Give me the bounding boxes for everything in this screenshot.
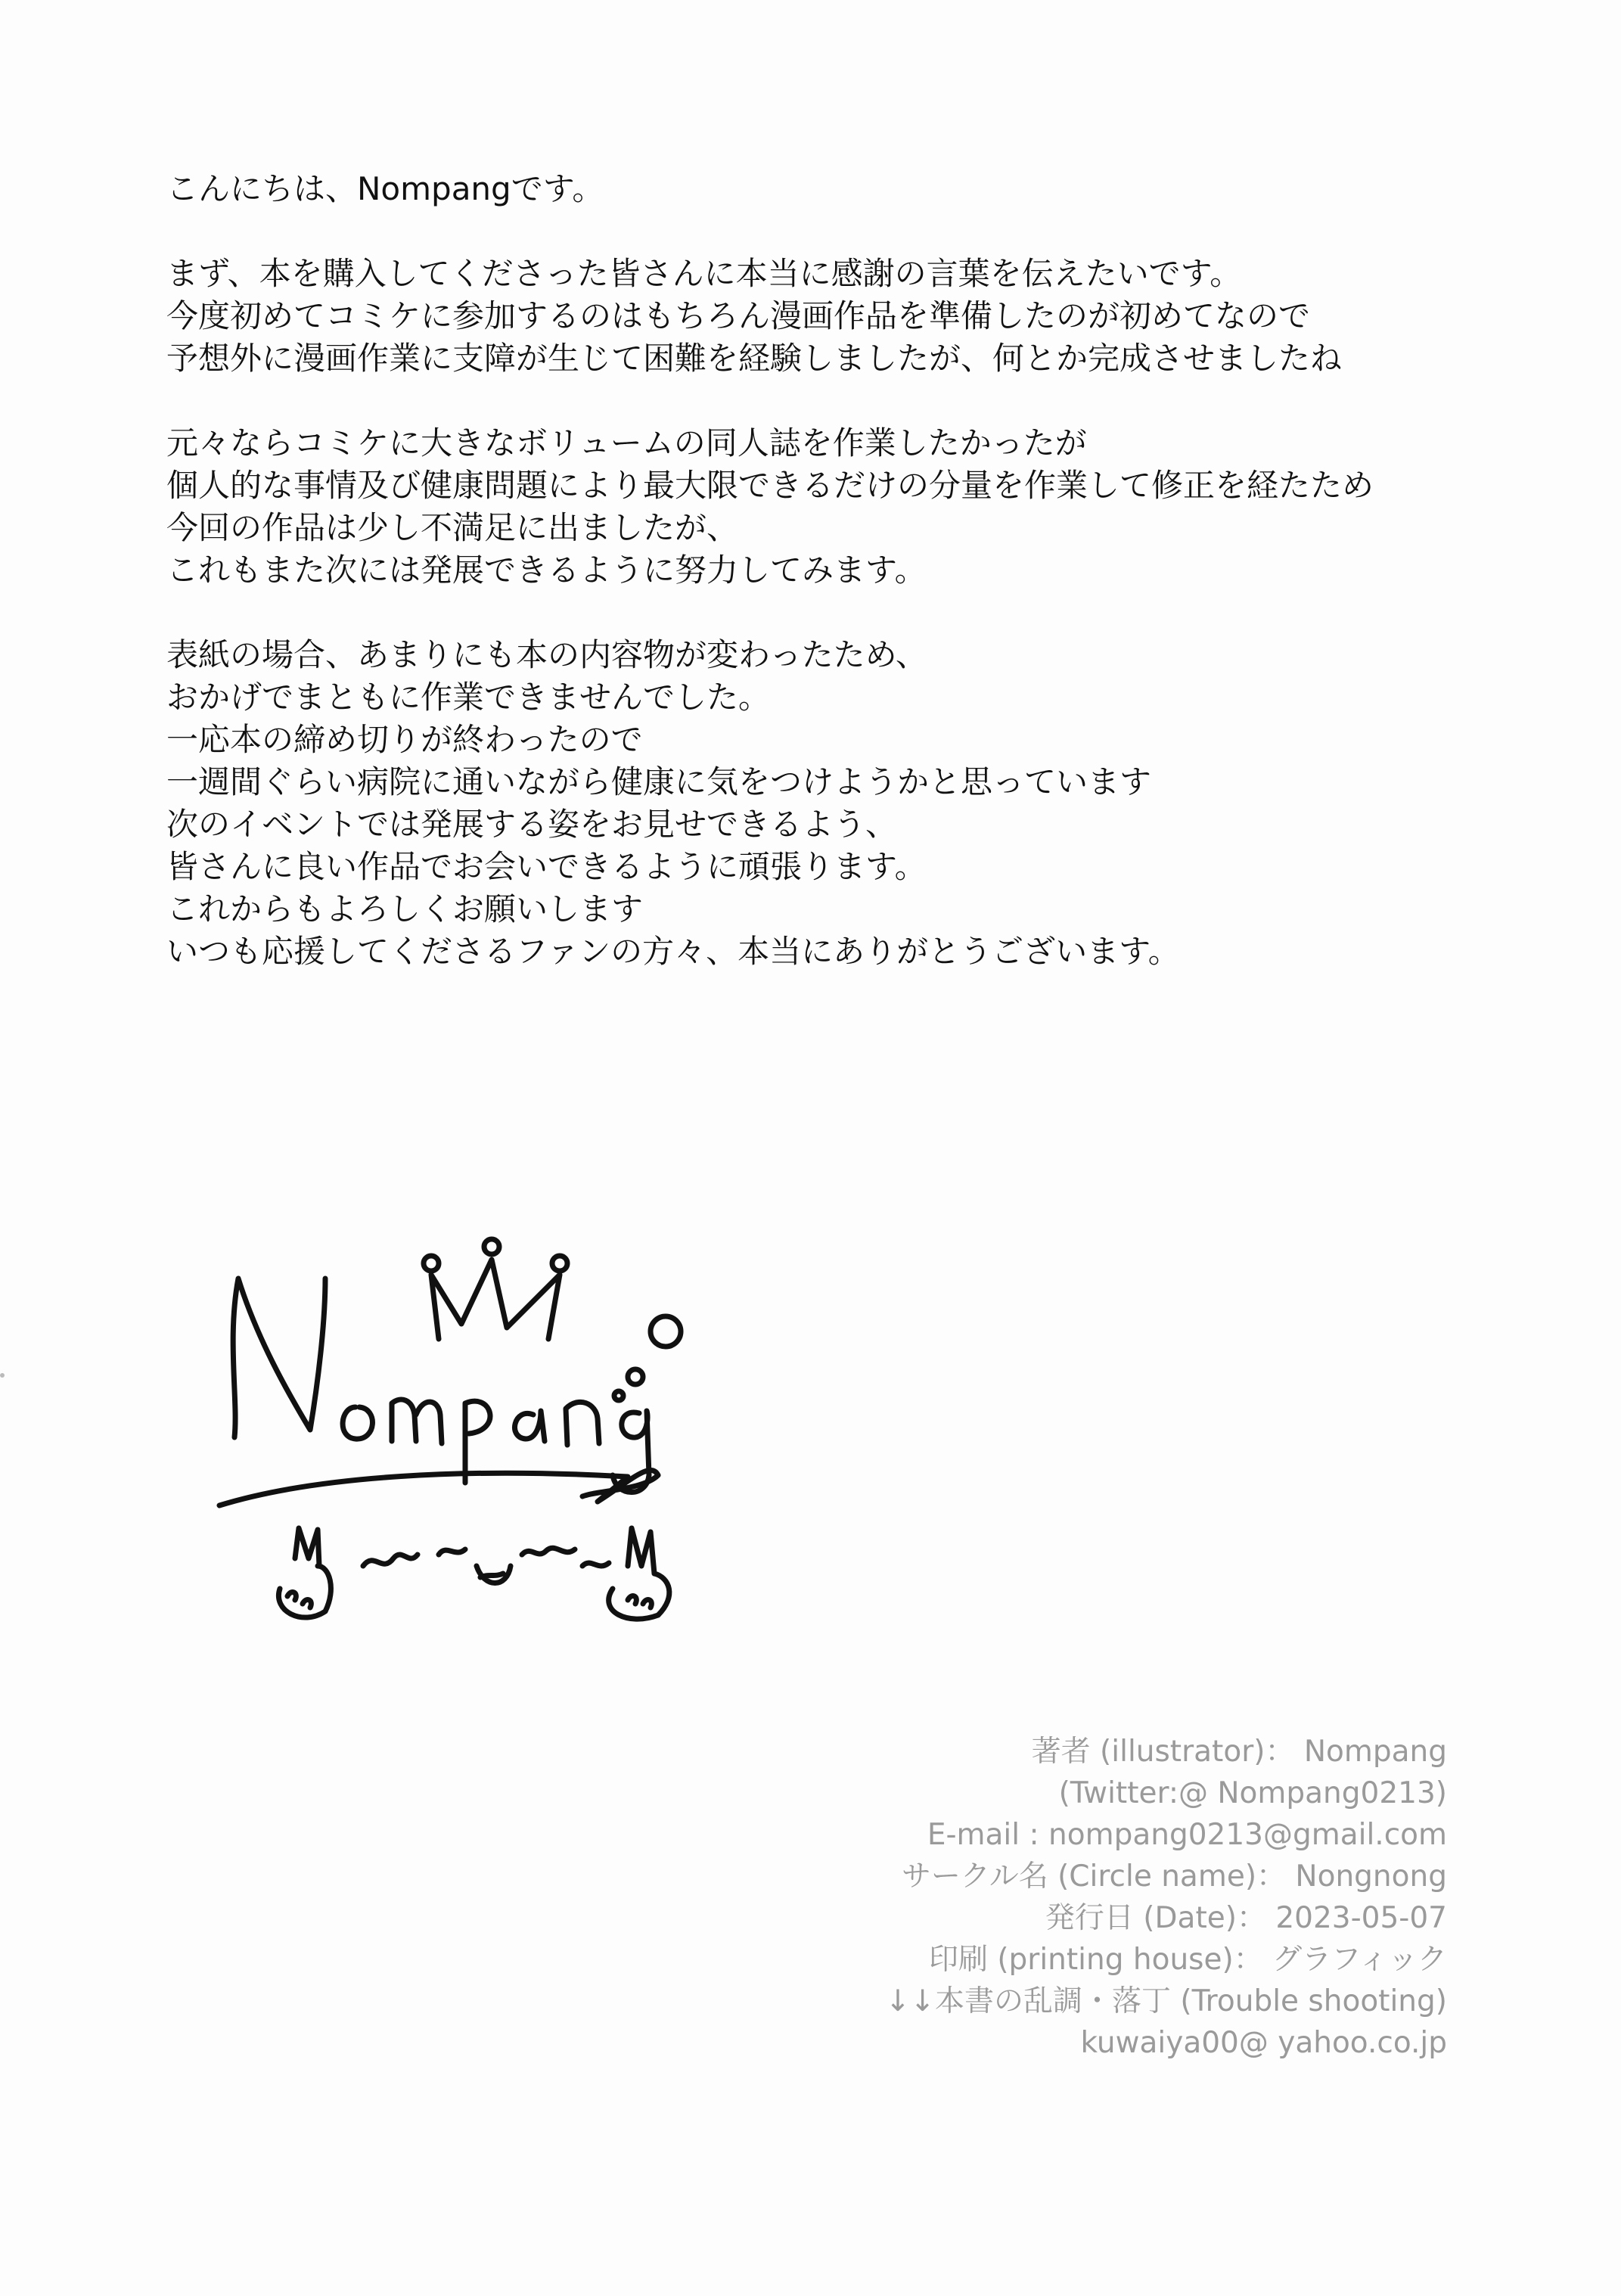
colophon [886,1731,1447,2064]
colophon-date: 発行日 (Date)： 2023-05-07 [1045,1901,1447,1935]
colophon-circle-name: サークル名 (Circle name)： Nongnong [901,1859,1447,1894]
bubble-icon [651,1316,681,1347]
message-line: 元々ならコミケに大きなボリュームの同人誌を作業したかったが [166,424,1087,461]
colophon-twitter: (Twitter:@ Nompang0213) [1058,1776,1447,1810]
message-paragraph-1 [166,168,1528,210]
face-icon [477,1566,511,1583]
colophon-trouble-shooting: ↓↓本書の乱調・落丁 (Trouble shooting) [885,1984,1447,2018]
message-line: こんにちは、Nompangです。 [166,170,604,207]
message-line: これからもよろしくお願いします [166,890,644,927]
colophon-author: 著者 (illustrator)： Nompang [1031,1735,1447,1769]
scan-edge-mark [0,1373,5,1378]
squiggle-icon [439,1549,465,1555]
message-line: いつも応援してくださるファンの方々、本当にありがとうございます。 [166,933,1180,970]
message-paragraph-3 [166,422,1528,592]
afterword-message [166,168,1528,1015]
signature-lettering-icon [219,1278,658,1505]
message-line: 予想外に漫画作業に支障が生じて困難を経験しましたが、何とか完成させましたね [166,340,1343,377]
squiggle-icon [522,1548,575,1555]
crown-icon [424,1239,567,1339]
message-line: 表紙の場合、あまりにも本の内容物が変わったため、 [166,636,927,673]
message-line: 個人的な事情及び健康問題により最大限できるだけの分量を作業して修正を経たため [166,467,1374,504]
bunny-hands-icon [278,1528,669,1619]
message-line: 今回の作品は少し不満足に出ましたが、 [166,509,739,546]
squiggle-icon [363,1555,418,1566]
message-paragraph-2 [166,253,1528,380]
message-line: 一週間ぐらい病院に通いながら健康に気をつけようかと思っています [166,763,1152,800]
message-paragraph-4 [166,634,1528,973]
squiggle-icon [582,1563,609,1566]
message-line: まず、本を購入してくださった皆さんに本当に感謝の言葉を伝えたいです。 [166,255,1242,292]
signature-drawing-icon [204,1233,749,1657]
colophon-email: E-mail : nompang0213@gmail.com [927,1818,1447,1852]
colophon-contact-email: kuwaiya00@ yahoo.co.jp [1080,2026,1447,2060]
colophon-printing-house: 印刷 (printing house)： グラフィック [928,1943,1447,1977]
message-line: 皆さんに良い作品でお会いできるように頑張ります。 [166,848,927,885]
message-line: おかげでまともに作業できませんでした。 [166,679,771,716]
message-line: 次のイベントでは発展する姿をお見せできるよう、 [166,806,898,843]
message-line: 一応本の締め切りが終わったので [166,721,643,758]
message-line: 今度初めてコミケに参加するのはもちろん漫画作品を準備したのが初めてなので [166,297,1311,334]
message-line: これもまた次には発展できるように努力してみます。 [166,551,927,589]
bubble-icon [628,1369,643,1384]
bubble-icon [614,1391,623,1400]
handwritten-signature [204,1233,749,1657]
